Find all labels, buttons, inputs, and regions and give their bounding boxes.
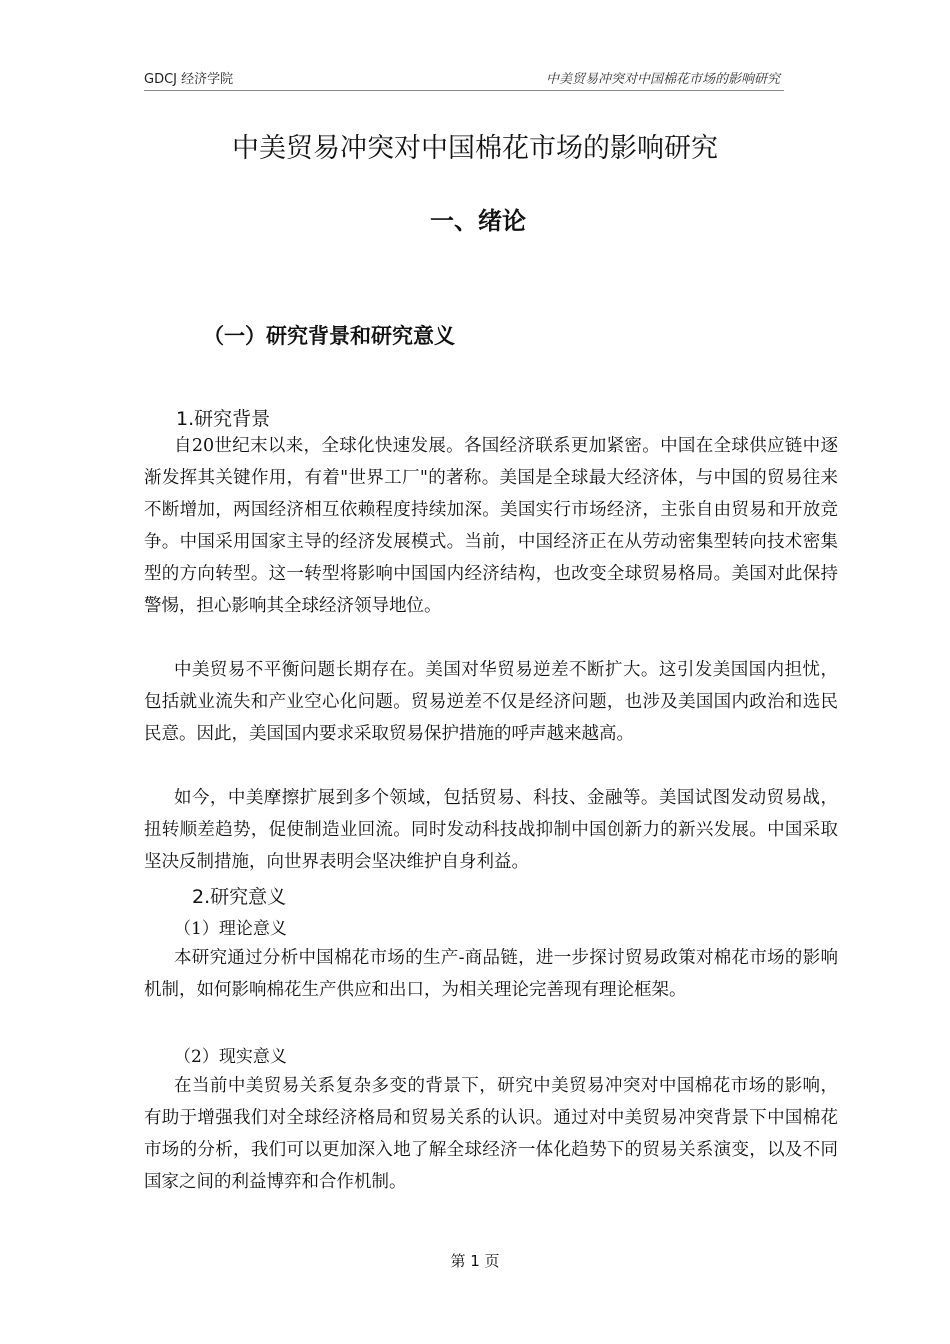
background-paragraph-2: 中美贸易不平衡问题长期存在。美国对华贸易逆差不断扩大。这引发美国国内担忧，包括就业流失和产业空心化问题。贸易逆差不仅是经济问题，也涉及美国国内政治和选民民意。因此，美国国内要求采取贸易保护措施的呼声越来越高。	[144, 660, 838, 744]
background-paragraph-1: 自20世纪末以来，全球化快速发展。各国经济联系更加紧密。中国在全球供应链中逐渐发挥其关键作用，有着"世界工厂"的著称。美国是全球最大经济体，与中国的贸易往来不断增加，两国经济相互依赖程度持续加深。美国实行市场经济，主张自由贸易和开放竞争。中国采用国家主导的经济发展模式。当前，中国经济正在从劳动密集型转向技术密集型的方向转型。这一转型将影响中国国内经济结构，也改变全球贸易格局。美国对此保持警惕，担心影响其全球经济领导地位。	[144, 436, 838, 616]
significance-heading: 2.研究意义	[192, 886, 287, 908]
theory-label: （1）理论意义	[174, 919, 287, 939]
chapter-heading: 一、绪论	[430, 207, 526, 235]
background-paragraph-3: 如今，中美摩擦扩展到多个领域，包括贸易、科技、金融等。美国试图发动贸易战，扭转顺差趋势，促使制造业回流。同时发动科技战抑制中国创新力的新兴发展。中国采取坚决反制措施，向世界表明会坚决维护自身利益。	[144, 788, 838, 872]
background-heading: 1.研究背景	[176, 408, 271, 430]
section-heading: （一）研究背景和研究意义	[203, 324, 455, 348]
theory-paragraph: 本研究通过分析中国棉花市场的生产-商品链，进一步探讨贸易政策对棉花市场的影响机制，如何影响棉花生产供应和出口，为相关理论完善现有理论框架。	[144, 948, 838, 1000]
header-institution: GDCJ 经济学院	[144, 72, 234, 87]
practice-paragraph: 在当前中美贸易关系复杂多变的背景下，研究中美贸易冲突对中国棉花市场的影响，有助于增强我们对全球经济格局和贸易关系的认识。通过对中美贸易冲突背景下中国棉花市场的分析，我们可以更加深入地了解全球经济一体化趋势下的贸易关系演变，以及不同国家之间的利益博弈和合作机制。	[144, 1076, 838, 1192]
document-title: 中美贸易冲突对中国棉花市场的影响研究	[232, 133, 718, 164]
page-number: 第 1 页	[450, 1252, 500, 1270]
header-running-title: 中美贸易冲突对中国棉花市场的影响研究	[545, 72, 780, 87]
header-rule	[144, 90, 784, 91]
practice-label: （2）现实意义	[174, 1047, 287, 1067]
